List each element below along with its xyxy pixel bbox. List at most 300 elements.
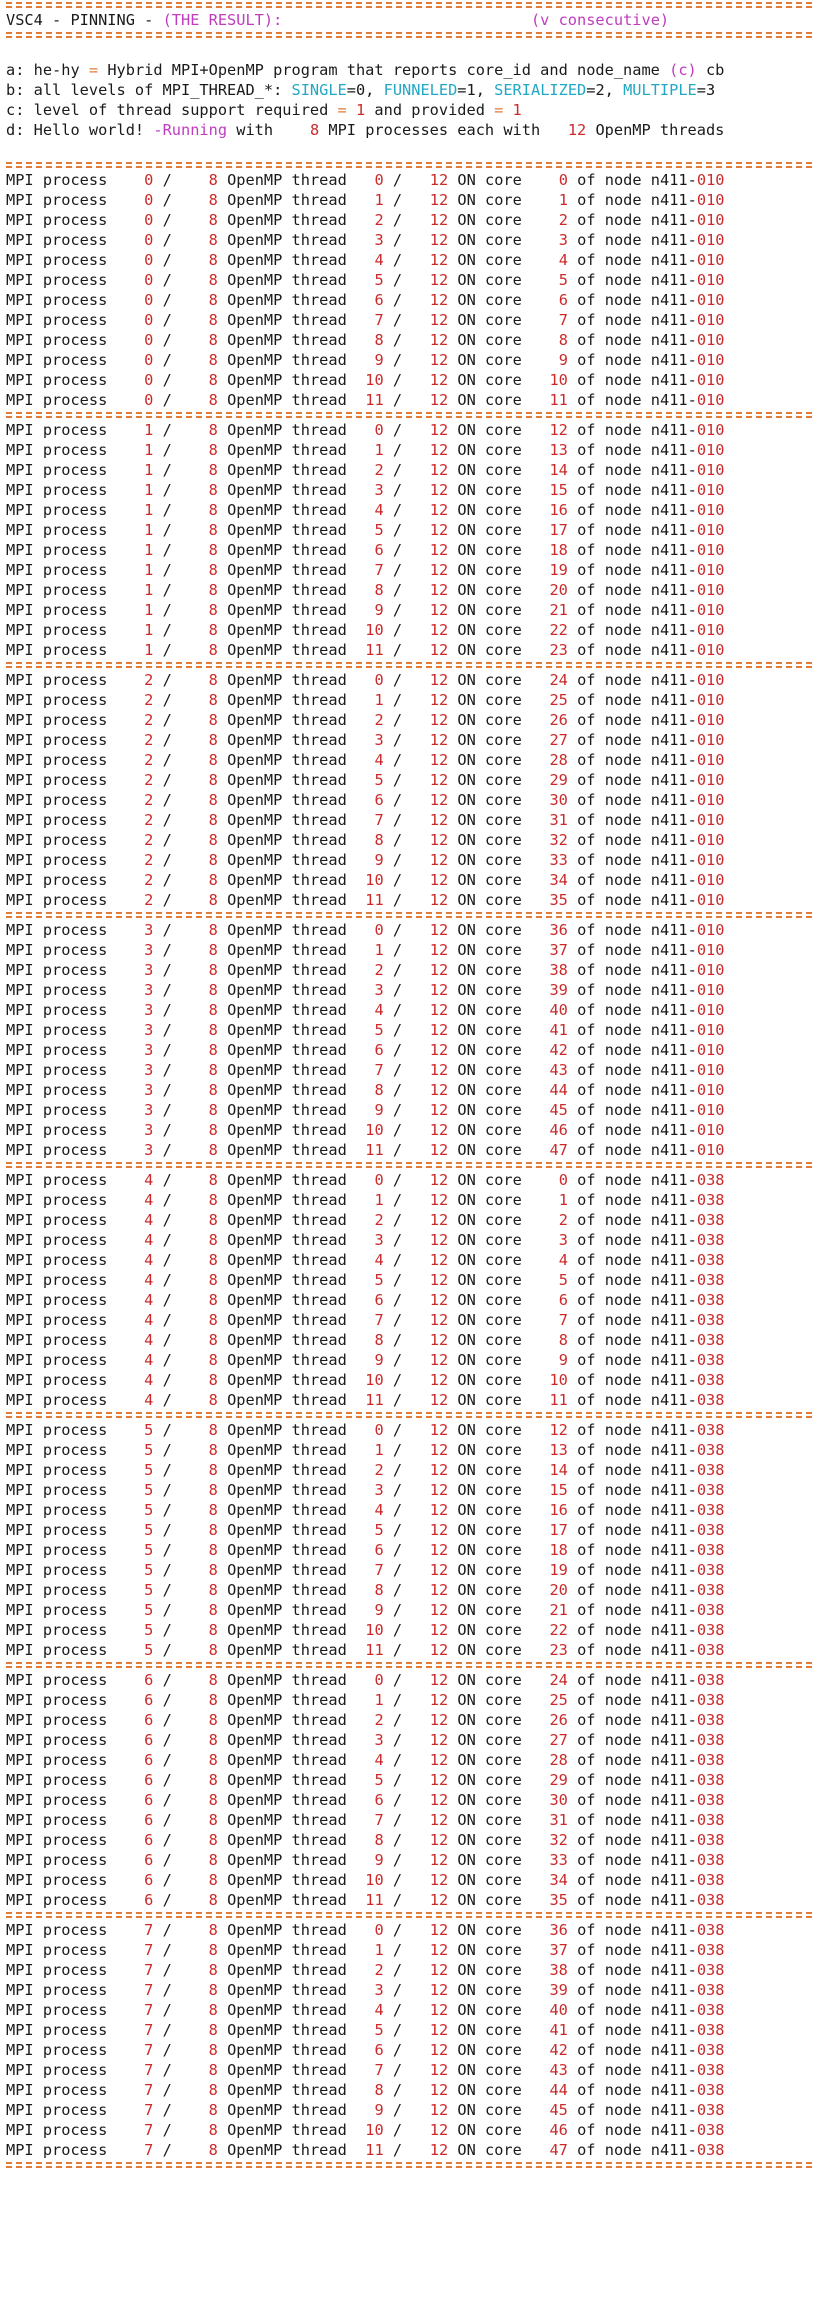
mpi-rank: 7 [144,2061,154,2079]
process-total: 8 [208,391,218,409]
of-node-label: of node [567,641,651,659]
slash: / [383,811,412,829]
node-name-prefix: n411- [650,1921,697,1939]
slash: / [383,1021,412,1039]
node-name-prefix: n411- [650,1421,697,1439]
node-name-prefix: n411- [650,1851,697,1869]
thread-total: 12 [429,2041,449,2059]
openmp-thread-label: OpenMP thread [217,1441,357,1459]
of-node-label: of node [567,1121,651,1139]
thread-id: 8 [374,1081,384,1099]
slash: / [153,391,182,409]
on-core-label: ON core [448,921,532,939]
openmp-thread-label: OpenMP thread [217,501,357,519]
slash: / [153,831,182,849]
report-row [6,790,812,810]
report-row [6,850,812,870]
report-row [6,540,812,560]
core-id: 3 [558,1231,568,1249]
slash: / [383,1641,412,1659]
core-id: 2 [558,211,568,229]
slash: / [153,1811,182,1829]
on-core-label: ON core [448,561,532,579]
mpi-rank: 7 [144,1941,154,1959]
mpi-rank: 0 [144,291,154,309]
thread-id: 7 [374,2061,384,2079]
thread-total: 12 [429,771,449,789]
process-total: 8 [208,961,218,979]
on-core-label: ON core [448,351,532,369]
thread-id: 10 [365,1121,384,1139]
node-name-prefix: n411- [650,1291,697,1309]
thread-id: 9 [374,1601,384,1619]
on-core-label: ON core [448,891,532,909]
slash: / [153,771,182,789]
on-core-label: ON core [448,851,532,869]
report-row [6,1370,812,1390]
mpi-rank: 4 [144,1251,154,1269]
mpi-rank: 6 [144,1731,154,1749]
openmp-thread-label: OpenMP thread [217,1101,357,1119]
mpi-rank: 6 [144,1691,154,1709]
process-total: 8 [208,711,218,729]
on-core-label: ON core [448,1831,532,1849]
core-id: 11 [549,1391,568,1409]
thread-total: 12 [429,1871,449,1889]
thread-total: 12 [429,481,449,499]
node-name-prefix: n411- [650,2081,697,2099]
on-core-label: ON core [448,2101,532,2119]
process-total: 8 [208,271,218,289]
on-core-label: ON core [448,1231,532,1249]
node-number: 038 [696,1211,725,1229]
of-node-label: of node [567,1711,651,1729]
process-total: 8 [208,1691,218,1709]
node-name-prefix: n411- [650,2061,697,2079]
thread-total: 12 [429,2001,449,2019]
slash: / [383,621,412,639]
node-number: 038 [696,1691,725,1709]
slash: / [383,501,412,519]
core-id: 43 [549,1061,568,1079]
on-core-label: ON core [448,441,532,459]
thread-id: 4 [374,1001,384,1019]
mpi-rank: 3 [144,1081,154,1099]
of-node-label: of node [567,1101,651,1119]
mpi-process-label: MPI process [6,871,117,889]
mpi-process-label: MPI process [6,1561,117,1579]
header-title: VSC4 - PINNING - [6,11,163,29]
on-core-label: ON core [448,1921,532,1939]
core-id: 37 [549,1941,568,1959]
thread-total: 12 [429,441,449,459]
on-core-label: ON core [448,1541,532,1559]
slash: / [383,1421,412,1439]
core-id: 33 [549,851,568,869]
openmp-thread-label: OpenMP thread [217,1171,357,1189]
report-row [6,1600,812,1620]
thread-id: 7 [374,311,384,329]
slash: / [153,1791,182,1809]
mpi-rank: 5 [144,1541,154,1559]
on-core-label: ON core [448,1001,532,1019]
thread-total: 12 [429,1941,449,1959]
thread-total: 12 [429,2061,449,2079]
of-node-label: of node [567,191,651,209]
report-row [6,2120,812,2140]
thread-id: 5 [374,1271,384,1289]
mpi-rank: 6 [144,1851,154,1869]
of-node-label: of node [567,1211,651,1229]
node-name-prefix: n411- [650,1271,697,1289]
slash: / [383,1481,412,1499]
slash: / [383,1811,412,1829]
core-id: 35 [549,1891,568,1909]
slash: / [383,751,412,769]
node-name-prefix: n411- [650,1891,697,1909]
node-number: 010 [696,521,725,539]
node-name-prefix: n411- [650,1541,697,1559]
openmp-thread-label: OpenMP thread [217,521,357,539]
report-row [6,1980,812,2000]
mpi-rank: 0 [144,351,154,369]
openmp-thread-label: OpenMP thread [217,251,357,269]
node-name-prefix: n411- [650,921,697,939]
slash: / [383,561,412,579]
thread-id: 7 [374,1061,384,1079]
node-name-prefix: n411- [650,1081,697,1099]
node-name-prefix: n411- [650,871,697,889]
slash: / [153,441,182,459]
report-row [6,1290,812,1310]
report-row [6,1580,812,1600]
node-number: 010 [696,581,725,599]
slash: / [153,171,182,189]
core-id: 22 [549,621,568,639]
thread-total: 12 [429,351,449,369]
node-number: 038 [696,1541,725,1559]
on-core-label: ON core [448,1021,532,1039]
report-row [6,1770,812,1790]
node-number: 010 [696,191,725,209]
process-total: 8 [208,521,218,539]
mpi-rank: 1 [144,521,154,539]
of-node-label: of node [567,2141,651,2159]
openmp-thread-label: OpenMP thread [217,1711,357,1729]
on-core-label: ON core [448,1191,532,1209]
mpi-rank: 2 [144,851,154,869]
mpi-process-label: MPI process [6,1921,117,1939]
mpi-rank: 2 [144,811,154,829]
slash: / [383,1081,412,1099]
process-total: 8 [208,641,218,659]
thread-total: 12 [429,1171,449,1189]
mpi-process-label: MPI process [6,1831,117,1849]
slash: / [153,731,182,749]
core-id: 44 [549,1081,568,1099]
core-id: 0 [558,171,568,189]
on-core-label: ON core [448,1751,532,1769]
thread-id: 0 [374,1421,384,1439]
mpi-process-label: MPI process [6,1941,117,1959]
node-number: 010 [696,461,725,479]
thread-total: 12 [429,1601,449,1619]
mpi-rank: 6 [144,1751,154,1769]
core-id: 0 [558,1171,568,1189]
thread-total: 12 [429,171,449,189]
slash: / [383,851,412,869]
slash: / [153,1211,182,1229]
process-total: 8 [208,461,218,479]
of-node-label: of node [567,1961,651,1979]
slash: / [383,691,412,709]
slash: / [153,1081,182,1099]
mpi-process-label: MPI process [6,621,117,639]
level-multiple-value: =3 [696,81,716,99]
core-id: 8 [558,1331,568,1349]
report-row [6,1540,812,1560]
thread-total: 12 [429,711,449,729]
thread-id: 10 [365,2121,384,2139]
thread-id: 7 [374,1561,384,1579]
node-name-prefix: n411- [650,851,697,869]
node-name-prefix: n411- [650,311,697,329]
core-id: 40 [549,1001,568,1019]
openmp-thread-label: OpenMP thread [217,1421,357,1439]
report-row [6,2040,812,2060]
process-total: 8 [208,2021,218,2039]
slash: / [153,1101,182,1119]
openmp-thread-label: OpenMP thread [217,1811,357,1829]
slash: / [153,1191,182,1209]
slash: / [383,1561,412,1579]
core-id: 9 [558,351,568,369]
of-node-label: of node [567,921,651,939]
slash: / [383,1191,412,1209]
slash: / [153,1641,182,1659]
of-node-label: of node [567,1621,651,1639]
legend-d-with: with [227,121,310,139]
mpi-rank: 5 [144,1501,154,1519]
mpi-process-label: MPI process [6,791,117,809]
slash: / [383,1211,412,1229]
of-node-label: of node [567,711,651,729]
node-number: 038 [696,1521,725,1539]
of-node-label: of node [567,941,651,959]
of-node-label: of node [567,1391,651,1409]
openmp-thread-label: OpenMP thread [217,291,357,309]
on-core-label: ON core [448,2001,532,2019]
slash: / [383,2001,412,2019]
slash: / [383,371,412,389]
core-id: 25 [549,1691,568,1709]
mpi-rank: 6 [144,1891,154,1909]
node-number: 010 [696,811,725,829]
openmp-thread-label: OpenMP thread [217,1081,357,1099]
openmp-thread-label: OpenMP thread [217,1041,357,1059]
report-row [6,1230,812,1250]
core-id: 36 [549,1921,568,1939]
of-node-label: of node [567,311,651,329]
core-id: 6 [558,1291,568,1309]
thread-id: 11 [365,641,384,659]
mpi-process-label: MPI process [6,1061,117,1079]
openmp-thread-label: OpenMP thread [217,1671,357,1689]
core-id: 27 [549,731,568,749]
mpi-process-label: MPI process [6,211,117,229]
slash: / [153,1541,182,1559]
on-core-label: ON core [448,581,532,599]
of-node-label: of node [567,621,651,639]
thread-id: 3 [374,1231,384,1249]
node-number: 038 [696,2141,725,2159]
core-id: 29 [549,1771,568,1789]
thread-id: 3 [374,481,384,499]
of-node-label: of node [567,481,651,499]
node-number: 010 [696,601,725,619]
process-total: 8 [208,1601,218,1619]
process-total: 8 [208,831,218,849]
node-name-prefix: n411- [650,581,697,599]
node-number: 038 [696,2041,725,2059]
process-total: 8 [208,2101,218,2119]
process-total: 8 [208,1061,218,1079]
report-row [6,1640,812,1660]
thread-total: 12 [429,2101,449,2119]
slash: / [383,2081,412,2099]
of-node-label: of node [567,1191,651,1209]
report-row [6,520,812,540]
mpi-process-label: MPI process [6,731,117,749]
of-node-label: of node [567,981,651,999]
node-name-prefix: n411- [650,391,697,409]
core-id: 4 [558,251,568,269]
mpi-process-label: MPI process [6,831,117,849]
mpi-process-label: MPI process [6,1671,117,1689]
core-id: 13 [549,1441,568,1459]
process-total: 8 [208,851,218,869]
thread-total: 12 [429,1251,449,1269]
node-number: 010 [696,441,725,459]
core-id: 20 [549,581,568,599]
node-name-prefix: n411- [650,521,697,539]
openmp-thread-label: OpenMP thread [217,2141,357,2159]
on-core-label: ON core [448,1501,532,1519]
on-core-label: ON core [448,791,532,809]
openmp-thread-label: OpenMP thread [217,211,357,229]
node-number: 038 [696,2021,725,2039]
slash: / [383,941,412,959]
node-number: 038 [696,1811,725,1829]
of-node-label: of node [567,1171,651,1189]
openmp-thread-label: OpenMP thread [217,1581,357,1599]
thread-total: 12 [429,2141,449,2159]
mpi-process-label: MPI process [6,1541,117,1559]
mpi-process-label: MPI process [6,1521,117,1539]
report-row [6,730,812,750]
separator-line [6,660,812,670]
of-node-label: of node [567,1001,651,1019]
node-name-prefix: n411- [650,1711,697,1729]
mpi-process-label: MPI process [6,331,117,349]
legend-c-required: 1 [346,101,366,119]
mpi-process-label: MPI process [6,2101,117,2119]
core-id: 47 [549,1141,568,1159]
slash: / [153,1561,182,1579]
slash: / [153,981,182,999]
on-core-label: ON core [448,331,532,349]
slash: / [153,191,182,209]
thread-total: 12 [429,1351,449,1369]
node-number: 010 [696,251,725,269]
thread-id: 1 [374,1191,384,1209]
thread-id: 4 [374,1751,384,1769]
openmp-thread-label: OpenMP thread [217,1121,357,1139]
thread-id: 7 [374,1811,384,1829]
mpi-rank: 1 [144,621,154,639]
mpi-process-label: MPI process [6,371,117,389]
mpi-process-label: MPI process [6,1421,117,1439]
mpi-rank: 1 [144,561,154,579]
node-number: 038 [696,1481,725,1499]
process-total: 8 [208,791,218,809]
process-total: 8 [208,771,218,789]
mpi-process-label: MPI process [6,271,117,289]
thread-total: 12 [429,1561,449,1579]
report-row [6,230,812,250]
core-id: 47 [549,2141,568,2159]
slash: / [153,371,182,389]
of-node-label: of node [567,851,651,869]
slash: / [383,2021,412,2039]
mpi-rank: 4 [144,1211,154,1229]
node-name-prefix: n411- [650,1171,697,1189]
core-id: 46 [549,1121,568,1139]
openmp-thread-label: OpenMP thread [217,2001,357,2019]
report-row [6,690,812,710]
thread-total: 12 [429,561,449,579]
thread-total: 12 [429,1001,449,1019]
of-node-label: of node [567,1331,651,1349]
process-total: 8 [208,2121,218,2139]
mpi-rank: 4 [144,1191,154,1209]
slash: / [383,441,412,459]
thread-id: 8 [374,831,384,849]
node-name-prefix: n411- [650,671,697,689]
openmp-thread-label: OpenMP thread [217,1001,357,1019]
thread-total: 12 [429,1041,449,1059]
mpi-rank: 6 [144,1871,154,1889]
thread-id: 6 [374,791,384,809]
mpi-process-label: MPI process [6,2001,117,2019]
node-name-prefix: n411- [650,1811,697,1829]
mpi-rank: 7 [144,2141,154,2159]
slash: / [153,1421,182,1439]
thread-total: 12 [429,1441,449,1459]
node-name-prefix: n411- [650,2041,697,2059]
openmp-thread-label: OpenMP thread [217,2021,357,2039]
legend-d-running: -Running [153,121,228,139]
node-number: 010 [696,831,725,849]
node-number: 038 [696,1351,725,1369]
mpi-process-label: MPI process [6,521,117,539]
mpi-rank: 5 [144,1621,154,1639]
thread-id: 8 [374,1581,384,1599]
node-name-prefix: n411- [650,691,697,709]
mpi-process-label: MPI process [6,1981,117,1999]
node-name-prefix: n411- [650,481,697,499]
thread-id: 2 [374,1711,384,1729]
